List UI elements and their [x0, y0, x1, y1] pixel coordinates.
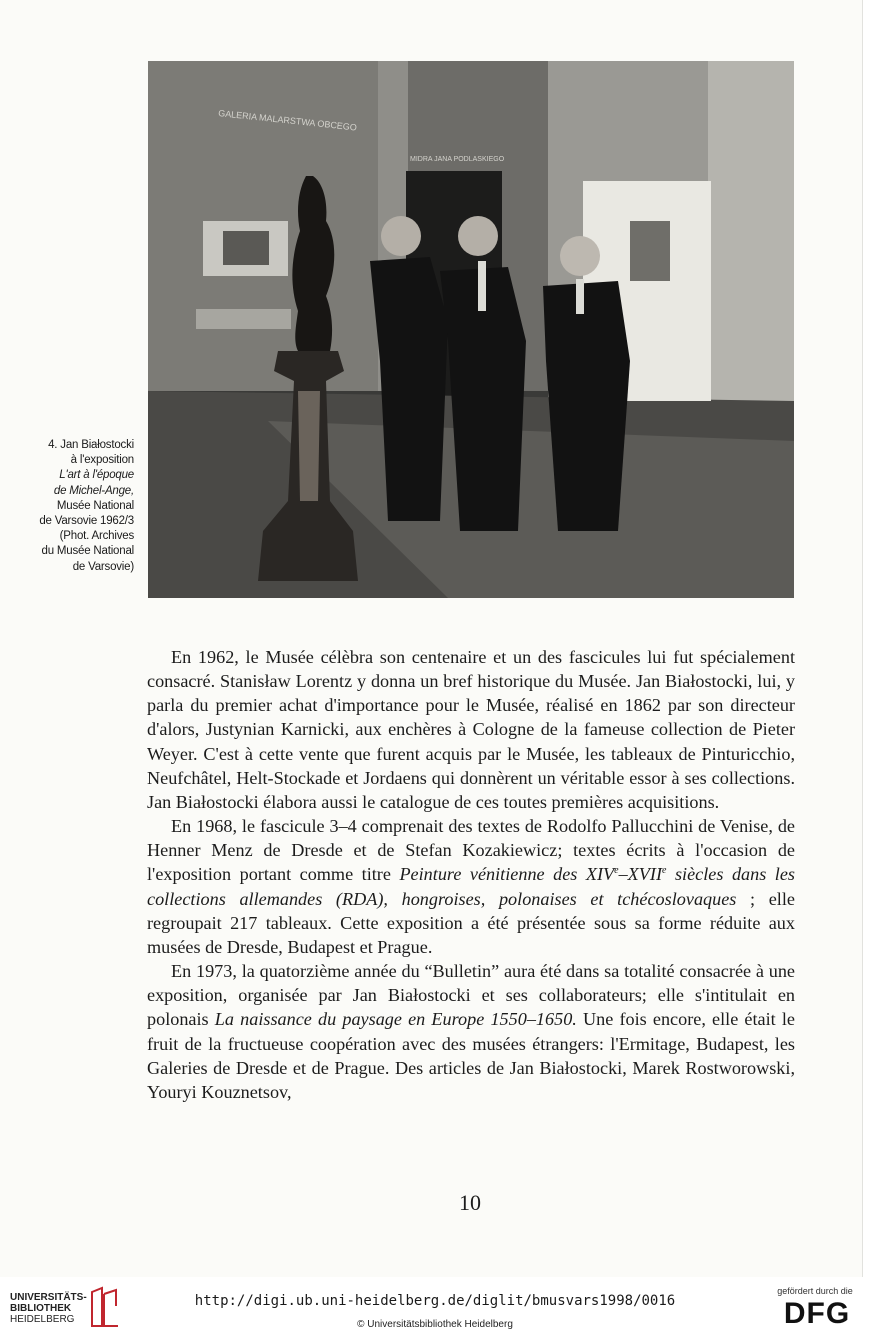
- paragraph-2-text: En 1968, le fascicule 3–4 comprenait des textes de Rodolfo Pallucchini de Venise, de Henner Menz de Dresde et de Stefan Kozakiewicz; textes écrits à l'occasion de l'exposition portant comme titre: [147, 816, 795, 885]
- museum-photo: [148, 61, 794, 598]
- page-number: 10: [459, 1190, 481, 1215]
- copyright-notice: © Universitätsbibliothek Heidelberg: [357, 1319, 513, 1330]
- photo-caption: [20, 438, 134, 575]
- paragraph-2: [147, 814, 795, 959]
- title-part: Peinture vénitienne des XIV: [399, 864, 615, 885]
- permalink-url[interactable]: http://digi.ub.uni-heidelberg.de/diglit/bmusvars1998/0016: [194, 1293, 676, 1309]
- logo-line: HEIDELBERG: [10, 1314, 75, 1325]
- logo-line: UNIVERSITÄTS-: [10, 1292, 87, 1303]
- paragraph-3-text: En 1973, la quatorzième année du “Bulletin” aura été dans sa totalité consacrée à une exposition, organisée par Jan Białostocki et ses collaborateurs; elle s'intitulait en polonais: [147, 961, 795, 1030]
- paragraph-3: [147, 959, 795, 1104]
- logo-line: BIBLIOTHEK: [10, 1303, 72, 1314]
- caption-line: L'art à l'époque: [59, 469, 134, 482]
- caption-line: 4. Jan Białostocki: [48, 439, 134, 451]
- title-part: –XVII: [618, 864, 663, 885]
- caption-line: Musée National: [56, 499, 134, 512]
- footer-bar: [0, 1278, 870, 1342]
- body-text: [147, 645, 795, 1104]
- superscript: e: [662, 865, 667, 877]
- caption-line: de Varsovie 1962/3: [39, 515, 134, 528]
- paragraph-2-text: ; elle regroupait 217 tableaux. Cette exposition a été présentée sous sa forme réduite aux musées de Dresde, Budapest et Prague.: [147, 888, 795, 957]
- caption-line: de Michel-Ange,: [53, 484, 134, 497]
- title-part: siècles dans les collections allemandes (RDA), hongroises, polonaises et tchécoslovaques: [147, 864, 795, 909]
- caption-line: (Phot. Archives: [59, 530, 134, 543]
- paragraph-1: En 1962, le Musée célèbra son centenaire et un des fascicules lui fut spécialement consacré. Stanisław Lorentz y donna un bref historique du Musée. Jan Białostocki, lui, y parla du premier achat d'importance pour le Musée, réalisé en 1862 par son directeur d'alors, Justynian Karnicki, aux enchères à Cologne de la fameuse collection de Pieter Weyer. C'est à cette vente que furent acquis par le Musée, les tableaux de Pinturicchio, Neufchâtel, Helt-Stockade et Jordaens qui donnèrent un véritable essor à ses collections. Jan Białostocki élabora aussi le catalogue de ces toutes premières acquisitions.: [147, 647, 795, 812]
- dfg-logo[interactable]: DFG: [783, 1297, 851, 1330]
- paragraph-3-text: Une fois encore, elle était le fruit de la fructueuse coopération avec des musées étrangers: l'Ermitage, Budapest, les Galeries de Dresde et de Prague. Des articles de Jan Białostocki, Marek Rostworowski, Youryi Kouznetsov,: [147, 1009, 796, 1102]
- superscript: e: [614, 865, 619, 877]
- sign-door: MIDRA JANA PODLASKIEGO: [410, 156, 505, 163]
- caption-line: de Varsovie): [72, 560, 134, 573]
- funded-by-label: gefördert durch die: [777, 1286, 853, 1296]
- caption-line: à l'exposition: [70, 454, 134, 467]
- exhibition-title: La naissance du paysage en Europe 1550–1650.: [214, 1009, 577, 1030]
- sign-top: GALERIA MALARSTWA OBCEGO: [217, 108, 358, 133]
- caption-line: du Musée National: [41, 545, 134, 558]
